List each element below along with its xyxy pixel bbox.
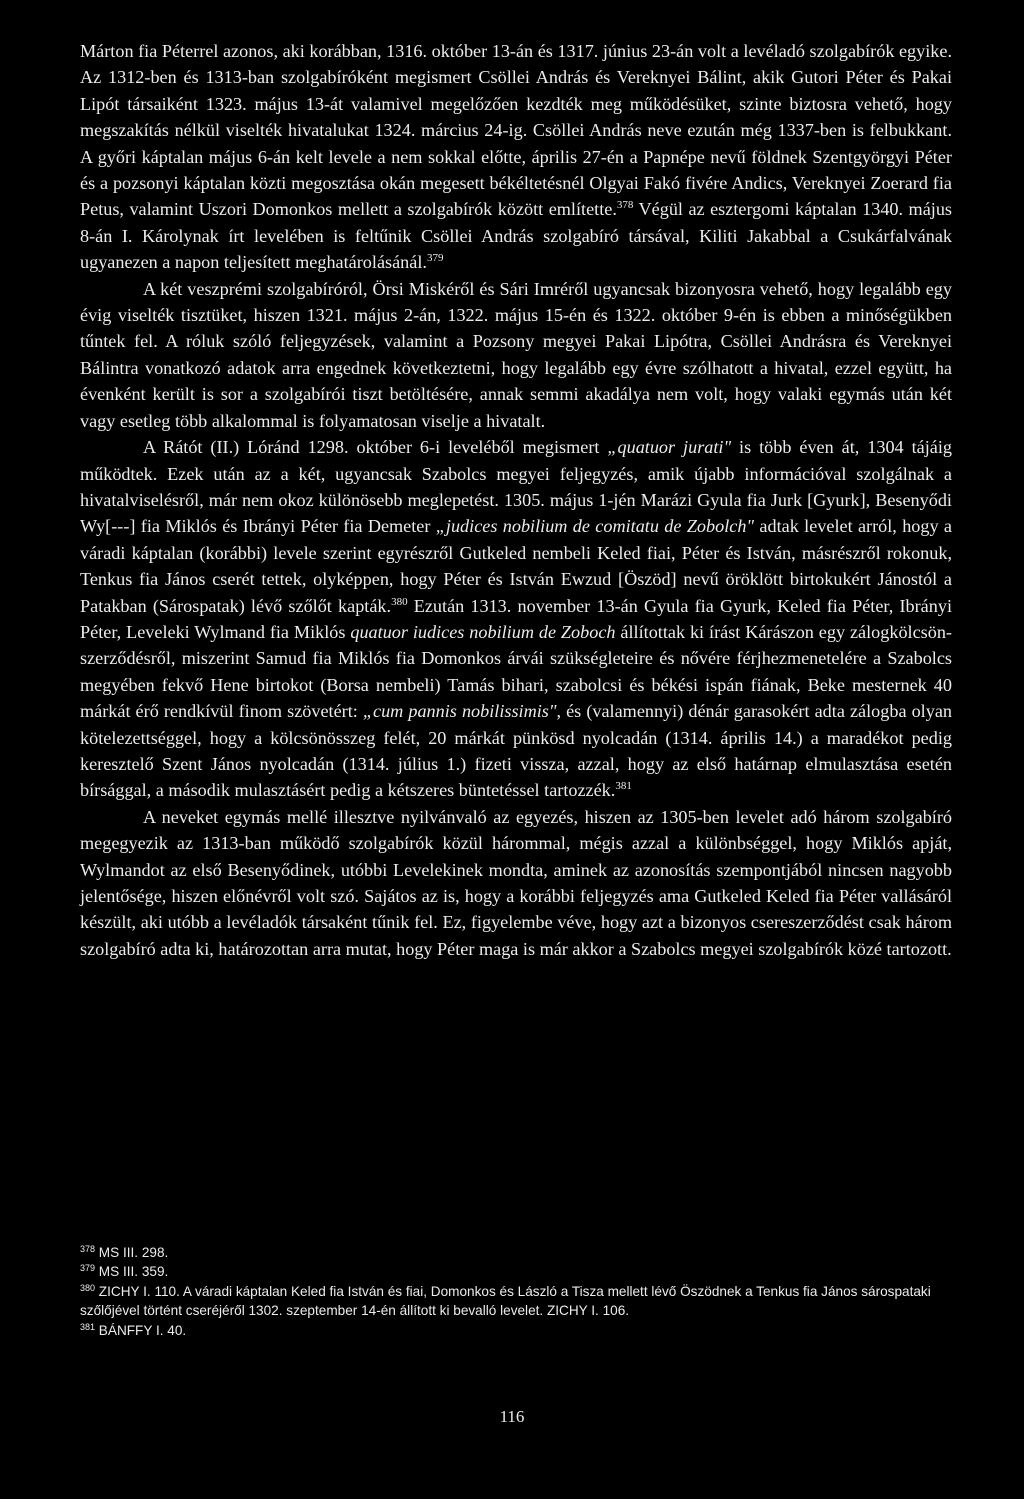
page-number: 116 xyxy=(499,1407,525,1426)
footnote-text: ZICHY I. 110. A váradi káptalan Keled fia István és fiai, Domonkos és László a Tisza mellett lévő Öszödnek a Tenkus fia János sárospataki szőlőjével történt cseréjéről 1302. szeptember 14-én állított ki bevalló levelet. ZICHY I. 106. xyxy=(80,1283,931,1319)
footnote-reference: 379 xyxy=(426,252,444,265)
footnote-number: 379 xyxy=(80,1263,96,1274)
text-run: állítottak ki írást Kárászon egy zálogkölcsön-szerződésről, miszerint Samud fia Miklós fia Domonkos árvái szükségleteire és nővére férjhezmenetelére a Szabolcs megyében fekvő Hene birtokot (Borsa nembeli) Tamás bihari, szabolcsi és békési ispán fiának, Beke mesternek 40 márkát érő rendkívül finom szövetért: xyxy=(80,621,952,722)
main-text xyxy=(80,38,952,962)
footnote-text: MS III. 359. xyxy=(95,1264,169,1280)
latin-quote: „quatuor jurati" xyxy=(607,437,732,458)
footnote-number: 380 xyxy=(80,1282,96,1293)
paragraph xyxy=(80,804,952,962)
text-run: Márton fia Péterrel azonos, aki korábban, 1316. október 13-án és 1317. június 23-án volt a levéladó szolgabírók egyike. Az 1312-ben és 1313-ban szolgabíróként megismert Csöllei András és Vereknyei Bálint, akik Gutori Péter és Pakai Lipót társaiként 1323. május 13-át valamivel megelőzően kezdték meg működésüket, szinte biztosra vehető, hogy megszakítás nélkül viselték hivatalukat 1324. március 24-ig. Csöllei András neve ezután még 1337-ben is felbukkant. A győri káptalan május 6-án kelt levele a nem sokkal előtte, április 27-én a Papnépe nevű földnek Szentgyörgyi Péter és a pozsonyi káptalan közti megosztása okán megesett békéltetésnél Olgyai Fakó fivére Andics, Vereknyei Zoerard fia Petus, valamint Uszori Domonkos mellett a szolgabírók között említette. xyxy=(80,41,952,220)
footnote-reference: 380 xyxy=(391,595,408,608)
footnote-number: 378 xyxy=(80,1244,96,1254)
latin-quote: „judices nobilium de comitatu de Zobolch" xyxy=(435,516,755,537)
text-run: A két veszprémi szolgabíróról, Örsi Miskéről és Sári Imréről ugyancsak bizonyosra vehető, hogy legalább egy évig viselték tisztüket, hiszen 1321. május 2-án, 1322. május 15-én és 1322. október 9-én is ebben a minőségükben tűntek fel. A róluk szóló feljegyzések, valamint a Pozsony megyei Pakai Lipótra, Csöllei Andrásra és Vereknyei Bálintra vonatkozó adatok arra engednek következtetni, hogy legalább egy évre szólhatott a hivatal, ezzel együtt, ha évenként került is sor a szolgabírói tiszt betöltésére, annak semmi akadálya nem volt, hogy valaki egymás után két vagy esetleg több alkalommal is folyamatosan viselje a hivatalt. xyxy=(80,278,952,431)
footnote xyxy=(80,1282,952,1321)
text-run: A neveket egymás mellé illesztve nyilvánvaló az egyezés, hiszen az 1305-ben levelet adó három szolgabíró megegyezik az 1313-ban működő szolgabírók közül hárommal, mégis azzal a különbséggel, hogy Miklós apját, Wylmandot az első Besenyődinek, utóbbi Levelekinek mondta, aminek az azonosítás szempontjából nincsen nagyobb jelentősége, hiszen előnévről volt szó. Sajátos az is, hogy a korábbi feljegyzés ama Gutkeled Keled fia Péter vallásáról készült, aki utóbb a levéladók társaként tűnik fel. Ez, figyelembe véve, hogy azt a bizonyos csereszerződést csak három szolgabíró adta ki, határozottan arra mutat, hogy Péter maga is már akkor a Szabolcs megyei szolgabírók közé tartozott. xyxy=(80,806,952,959)
text-run: Végül az esztergomi káptalan 1340. május 8-án I. Károlynak írt levelében is feltűnik Csöllei András szolgabíró társával, Kiliti Jakabbal a Csukárfalvának ugyanezen a napon teljesített meghatárolásánál. xyxy=(80,199,952,273)
text-run: adtak levelet arról, hogy a váradi káptalan (korábbi) levele szerint egyrészről Gutkeled nembeli Keled fiai, Péter és István, másrészről rokonuk, Tenkus fia János cserét tettek, olyképpen, hogy Péter és István Ewzud [Öszöd] nevű öröklött birtokukért Jánostól a Patakban (Sárospatak) lévő szőlőt kapták. xyxy=(80,516,952,616)
footnote xyxy=(80,1321,952,1340)
latin-quote: quatuor iudices nobilium de Zoboch xyxy=(350,621,616,642)
footnote-number: 381 xyxy=(80,1321,96,1332)
page-body xyxy=(80,38,952,962)
text-run: A Rátót (II.) Lóránd 1298. október 6-i leveléből megismert xyxy=(143,437,608,458)
paragraph xyxy=(80,434,952,804)
footnote-text: MS III. 298. xyxy=(95,1245,169,1260)
text-run: is több éven át, 1304 tájáig működtek. Ezek után az a két, ugyancsak Szabolcs megyei feljegyzés, amik újabb információval szolgálnak a hivatalviselésről, már nem okoz különösebb meglepetést. 1305. május 1-jén Marázi Gyula fia Jurk [Gyurk], Besenyődi Wy[---] fia Miklós és Ibrányi Péter fia Demeter xyxy=(80,437,952,537)
footnote-reference: 381 xyxy=(615,780,632,793)
footnote-text: BÁNFFY I. 40. xyxy=(95,1322,187,1338)
footnote xyxy=(80,1262,952,1281)
text-run: Ezután 1313. november 13-án Gyula fia Gyurk, Keled fia Péter, Ibrányi Péter, Leveleki Wylmand fia Miklós xyxy=(80,595,952,642)
latin-quote: „cum pannis nobilissimis" xyxy=(362,701,557,722)
paragraph xyxy=(80,276,952,434)
footnote xyxy=(80,1243,952,1262)
footnotes xyxy=(80,1243,952,1340)
paragraph xyxy=(80,38,952,276)
footnote-reference: 378 xyxy=(616,199,634,212)
text-run: , és (valamennyi) dénár garasokért adta zálogba olyan kötelezettséggel, hogy a kölcsönösszeg felét, 20 márkát pünkösd nyolcadán (1314. április 14.) a maradékot pedig keresztelő Szent János nyolcadán (1314. július 1.) fizeti vissza, azzal, hogy az első határnap elmulasztása esetén bírsággal, a második mulasztásért pedig a kétszeres büntetéssel tartozzék. xyxy=(80,701,952,801)
